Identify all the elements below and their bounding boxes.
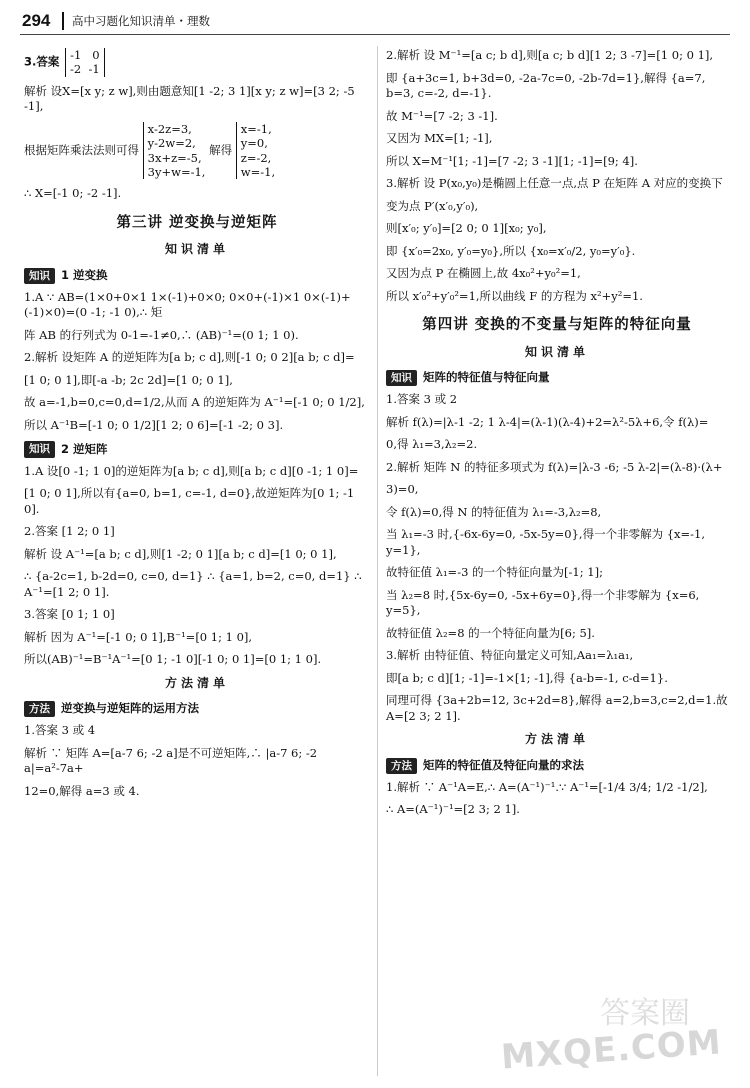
- rk-q2c: 令 f(λ)=0,得 N 的特征值为 λ₁=-3,λ₂=8,: [386, 504, 602, 519]
- r-q3e: 又因为点 P 在椭圆上,故 4x₀²+y₀²=1,: [386, 266, 581, 281]
- watermark-url: MXQE.COM: [500, 1022, 724, 1078]
- topic-heading: [386, 370, 728, 386]
- k2-q3-answer: 3.答案 [0 1; 1 0]: [24, 607, 115, 622]
- topic-tag: 知识: [24, 268, 55, 284]
- rk-q2d: 当 λ₁=-3 时,{-6x-6y=0, -5x-5y=0},得一个非零解为 {x=-1, y=1},: [386, 527, 706, 557]
- section-title: 第三讲 逆变换与逆矩阵: [116, 214, 278, 231]
- rk-q1-answer: 1.答案 3 或 2: [386, 392, 458, 407]
- method-tag: 方法: [24, 701, 55, 717]
- watermark-logo: 答案圈: [600, 995, 690, 1031]
- q3-analysis: 解析 设X=[x y; z w],则由题意知[1 -2; 3 1][x y; z w]=[3 2; -5 -1],: [24, 83, 355, 114]
- rk-q3c: 同理可得 {3a+2b=12, 3c+2d=8},解得 a=2,b=3,c=2,d=1.故 A=[2 3; 2 1].: [386, 693, 728, 723]
- r-q3b: 变为点 P′(x′₀,y′₀),: [386, 198, 479, 213]
- rk-q1b: 0,得 λ₁=3,λ₂=2.: [386, 437, 478, 452]
- method-subtitle: 方法清单: [524, 732, 589, 747]
- r-q3f: 所以 x′₀²+y′₀²=1,所以曲线 F 的方程为 x²+y²=1.: [386, 288, 643, 303]
- r-q3: 3.解析 设 P(x₀,y₀)是椭圆上任意一点,点 P 在矩阵 A 对应的变换下: [386, 176, 723, 191]
- rk-q1: 解析 f(λ)=|λ-1 -2; 1 λ-4|=(λ-1)(λ-4)+2=λ²-5λ+6,令 f(λ)=: [386, 414, 709, 429]
- topic-heading: [24, 441, 370, 457]
- section-subtitle: 知识清单: [524, 344, 589, 359]
- rk-q2b: 3)=0,: [386, 482, 419, 497]
- rm-q1b: ∴ A=(A⁻¹)⁻¹=[2 3; 2 1].: [386, 802, 520, 817]
- page-number: 294: [22, 11, 51, 30]
- k2-q1b: [1 0; 0 1],所以有{a=0, b=1, c=-1, d=0},故逆矩阵为[0 1; -1 0].: [24, 486, 355, 516]
- topic-title: 矩阵的特征值与特征向量: [423, 370, 550, 385]
- rk-q2: 2.解析 矩阵 N 的特征多项式为 f(λ)=|λ-3 -6; -5 λ-2|=(λ-8)·(λ+: [386, 459, 723, 474]
- answer-matrix: -1 0 -2 -1: [65, 48, 105, 77]
- m-q1: 解析 ∵ 矩阵 A=[a-7 6; -2 a]是不可逆矩阵,∴ |a-7 6; -2 a|=a²-7a+: [24, 745, 318, 776]
- book-title: 高中习题化知识清单・理数: [72, 14, 210, 28]
- method-title: 逆变换与逆矩阵的运用方法: [61, 701, 199, 716]
- k1-q2b: [1 0; 0 1],即[-a -b; 2c 2d]=[1 0; 0 1],: [24, 372, 233, 387]
- r-q2-inverse: 故 M⁻¹=[7 -2; 3 -1].: [386, 108, 498, 123]
- answer-q3: [24, 48, 370, 77]
- method-tag: 方法: [386, 758, 417, 774]
- r-q3c: 则[x′₀; y′₀]=[2 0; 0 1][x₀; y₀],: [386, 221, 547, 236]
- section-title: 第四讲 变换的不变量与矩阵的特征向量: [422, 317, 692, 334]
- rk-q2g: 故特征值 λ₂=8 的一个特征向量为[6; 5].: [386, 625, 595, 640]
- k2-q1: 1.A 设[0 -1; 1 0]的逆矩阵为[a b; c d],则[a b; c d][0 -1; 1 0]=: [24, 463, 359, 478]
- r-q2-system: 即 {a+3c=1, b+3d=0, -2a-7c=0, -2b-7d=1},解得 {a=7, b=3, c=-2, d=-1}.: [386, 70, 706, 101]
- k2-q2: 解析 设 A⁻¹=[a b; c d],则[1 -2; 0 1][a b; c d]=[1 0; 0 1],: [24, 546, 337, 561]
- k1-q2c: 故 a=-1,b=0,c=0,d=1/2,从而 A 的逆矩阵为 A⁻¹=[-1 0; 0 1/2],: [24, 395, 365, 410]
- column-divider: [377, 46, 378, 1076]
- equation-system: x-2z=3, y-2w=2, 3x+z=-5, 3y+w=-1,: [143, 122, 206, 180]
- r-q2: 2.解析 设 M⁻¹=[a c; b d],则[a c; b d][1 2; 3 -7]=[1 0; 0 1],: [386, 48, 714, 62]
- q3-system: 根据矩阵乘法法则可得 x-2z=3, y-2w=2, 3x+z=-5, 3y+w=-1, 解得 x=-1, y=0, z=-2, w=-1,: [24, 121, 276, 179]
- r-q2-mx: 又因为 MX=[1; -1],: [386, 131, 493, 146]
- m-q1-answer: 1.答案 3 或 4: [24, 723, 96, 738]
- left-column: [24, 48, 370, 806]
- header-rule: [20, 34, 730, 35]
- right-column: [386, 48, 728, 825]
- method-title: 矩阵的特征值及特征向量的求法: [423, 757, 584, 772]
- k2-q2-answer: 2.答案 [1 2; 0 1]: [24, 524, 115, 539]
- m-q1b: 12=0,解得 a=3 或 4.: [24, 783, 140, 798]
- q3-result: ∴ X=[-1 0; -2 -1].: [24, 186, 122, 201]
- rk-q3: 3.解析 由特征值、特征向量定义可知,Aa₁=λ₁a₁,: [386, 648, 634, 663]
- method-subtitle: 方法清单: [164, 675, 229, 690]
- topic-title: 1 逆变换: [61, 267, 108, 282]
- rk-q3b: 即[a b; c d][1; -1]=-1×[1; -1],得 {a-b=-1, c-d=1}.: [386, 670, 668, 685]
- solution-system: x=-1, y=0, z=-2, w=-1,: [236, 122, 275, 180]
- method-heading: [386, 758, 728, 774]
- topic-title: 2 逆矩阵: [61, 441, 108, 456]
- rm-q1: 1.解析 ∵ A⁻¹A=E,∴ A=(A⁻¹)⁻¹.∵ A⁻¹=[-1/4 3/4; 1/2 -1/2],: [386, 779, 708, 794]
- answer-label: 3.答案: [24, 54, 60, 69]
- r-q3d: 即 {x′₀=2x₀, y′₀=y₀},所以 {x₀=x′₀/2, y₀=y′₀}.: [386, 243, 636, 258]
- k1-q1: 1.A ∵ AB=(1×0+0×1 1×(-1)+0×0; 0×0+(-1)×1 0×(-1)+(-1)×0)=(0 -1; -1 0),∴ 矩: [24, 289, 351, 320]
- topic-heading: [24, 268, 370, 284]
- header-divider: [62, 12, 64, 30]
- k1-q2d: 所以 A⁻¹B=[-1 0; 0 1/2][1 2; 0 6]=[-1 -2; 0 3].: [24, 417, 284, 432]
- topic-tag: 知识: [24, 441, 55, 457]
- k1-q1b: 阵 AB 的行列式为 0-1=-1≠0,∴ (AB)⁻¹=(0 1; 1 0).: [24, 327, 299, 342]
- r-q2-x: 所以 X=M⁻¹[1; -1]=[7 -2; 3 -1][1; -1]=[9; 4].: [386, 153, 638, 168]
- k2-q2b: ∴ {a-2c=1, b-2d=0, c=0, d=1} ∴ {a=1, b=2, c=0, d=1} ∴ A⁻¹=[1 2; 0 1].: [24, 569, 362, 599]
- k2-q3b: 所以(AB)⁻¹=B⁻¹A⁻¹=[0 1; -1 0][-1 0; 0 1]=[0 1; 1 0].: [24, 652, 322, 667]
- method-heading: [24, 701, 370, 717]
- rk-q2f: 当 λ₂=8 时,{5x-6y=0, -5x+6y=0},得一个非零解为 {x=6, y=5},: [386, 587, 700, 618]
- page-header: [0, 0, 750, 36]
- k1-q2: 2.解析 设矩阵 A 的逆矩阵为[a b; c d],则[-1 0; 0 2][a b; c d]=: [24, 350, 355, 365]
- rk-q2e: 故特征值 λ₁=-3 的一个特征向量为[-1; 1];: [386, 565, 603, 580]
- topic-tag: 知识: [386, 370, 417, 386]
- k2-q3: 解析 因为 A⁻¹=[-1 0; 0 1],B⁻¹=[0 1; 1 0],: [24, 629, 253, 644]
- section-subtitle: 知识清单: [164, 242, 229, 257]
